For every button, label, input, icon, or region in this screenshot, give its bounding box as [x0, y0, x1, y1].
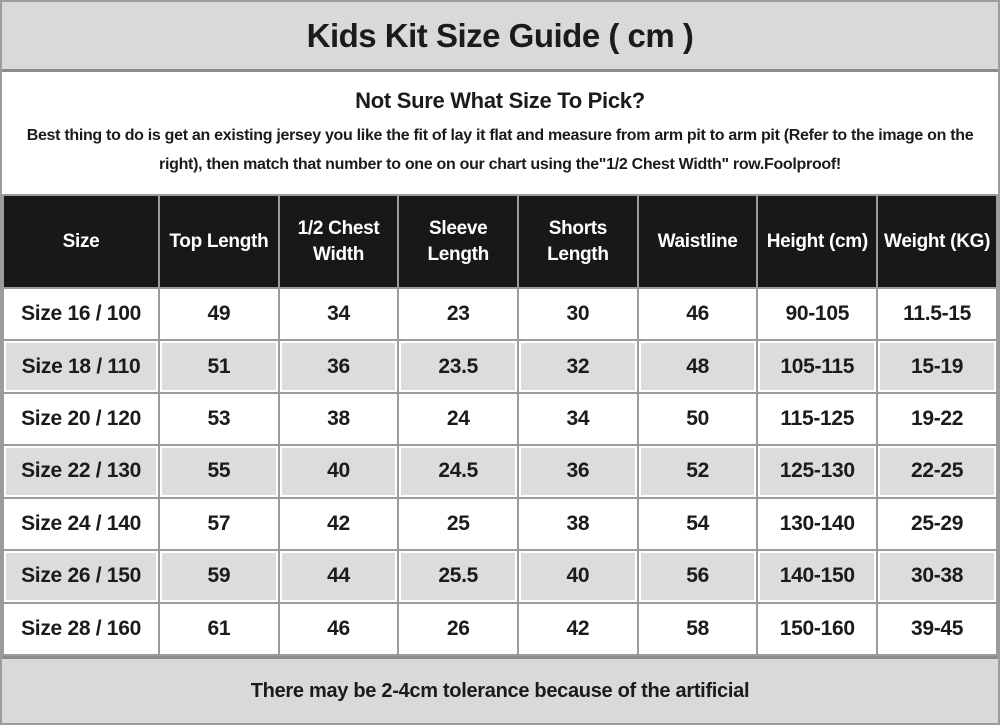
weight-cell: 30-38: [877, 550, 997, 602]
table-row: [3, 603, 997, 655]
size-cell: Size 22 / 130: [3, 445, 159, 497]
half-chest-width-cell: 46: [279, 603, 399, 655]
title-bar: [2, 2, 998, 72]
column-header-weight: Weight (KG): [877, 195, 997, 288]
top-length-cell: 49: [159, 288, 279, 340]
size-cell: Size 28 / 160: [3, 603, 159, 655]
table-header-row: [3, 195, 997, 288]
half-chest-width-cell: 44: [279, 550, 399, 602]
shorts-length-cell: 34: [518, 393, 638, 445]
sleeve-length-cell: 24: [398, 393, 518, 445]
sleeve-length-cell: 25: [398, 498, 518, 550]
waistline-cell: 54: [638, 498, 758, 550]
table-row: [3, 498, 997, 550]
column-header-waistline: Waistline: [638, 195, 758, 288]
size-cell: Size 18 / 110: [3, 340, 159, 392]
height-cell: 140-150: [757, 550, 877, 602]
column-header-top-length: Top Length: [159, 195, 279, 288]
shorts-length-cell: 32: [518, 340, 638, 392]
column-header-size: Size: [3, 195, 159, 288]
table-row: [3, 340, 997, 392]
size-cell: Size 16 / 100: [3, 288, 159, 340]
page-title: Kids Kit Size Guide ( cm ): [306, 16, 694, 54]
half-chest-width-cell: 36: [279, 340, 399, 392]
size-cell: Size 26 / 150: [3, 550, 159, 602]
intro-body: Best thing to do is get an existing jersey you like the fit of lay it flat and measure from arm pit to arm pit (Refer to the image on the right), then match that number to one on our chart using the"1/2 Chest Width" row.Foolproof!: [26, 126, 974, 173]
table-row: [3, 288, 997, 340]
weight-cell: 39-45: [877, 603, 997, 655]
weight-cell: 25-29: [877, 498, 997, 550]
table-row: [3, 393, 997, 445]
column-header-shorts-length: Shorts Length: [518, 195, 638, 288]
top-length-cell: 59: [159, 550, 279, 602]
height-cell: 125-130: [757, 445, 877, 497]
top-length-cell: 53: [159, 393, 279, 445]
weight-cell: 19-22: [877, 393, 997, 445]
tolerance-note: There may be 2-4cm tolerance because of the artificial: [250, 679, 750, 702]
size-table: [2, 194, 998, 656]
height-cell: 90-105: [757, 288, 877, 340]
height-cell: 115-125: [757, 393, 877, 445]
column-header-sleeve-length: Sleeve Length: [398, 195, 518, 288]
size-cell: Size 20 / 120: [3, 393, 159, 445]
shorts-length-cell: 36: [518, 445, 638, 497]
intro-heading: Not Sure What Size To Pick?: [355, 87, 645, 113]
waistline-cell: 50: [638, 393, 758, 445]
column-header-height: Height (cm): [757, 195, 877, 288]
top-length-cell: 51: [159, 340, 279, 392]
height-cell: 105-115: [757, 340, 877, 392]
footer-note-bar: [2, 656, 998, 723]
top-length-cell: 55: [159, 445, 279, 497]
shorts-length-cell: 42: [518, 603, 638, 655]
waistline-cell: 56: [638, 550, 758, 602]
waistline-cell: 46: [638, 288, 758, 340]
half-chest-width-cell: 38: [279, 393, 399, 445]
half-chest-width-cell: 40: [279, 445, 399, 497]
sleeve-length-cell: 25.5: [398, 550, 518, 602]
half-chest-width-cell: 34: [279, 288, 399, 340]
shorts-length-cell: 30: [518, 288, 638, 340]
height-cell: 130-140: [757, 498, 877, 550]
table-row: [3, 550, 997, 602]
waistline-cell: 58: [638, 603, 758, 655]
intro-section: [2, 72, 998, 194]
size-cell: Size 24 / 140: [3, 498, 159, 550]
height-cell: 150-160: [757, 603, 877, 655]
sleeve-length-cell: 24.5: [398, 445, 518, 497]
weight-cell: 22-25: [877, 445, 997, 497]
waistline-cell: 48: [638, 340, 758, 392]
sleeve-length-cell: 23.5: [398, 340, 518, 392]
shorts-length-cell: 40: [518, 550, 638, 602]
sleeve-length-cell: 26: [398, 603, 518, 655]
sleeve-length-cell: 23: [398, 288, 518, 340]
table-row: [3, 445, 997, 497]
shorts-length-cell: 38: [518, 498, 638, 550]
column-header-half-chest-width: 1/2 Chest Width: [279, 195, 399, 288]
top-length-cell: 57: [159, 498, 279, 550]
waistline-cell: 52: [638, 445, 758, 497]
weight-cell: 11.5-15: [877, 288, 997, 340]
top-length-cell: 61: [159, 603, 279, 655]
half-chest-width-cell: 42: [279, 498, 399, 550]
weight-cell: 15-19: [877, 340, 997, 392]
